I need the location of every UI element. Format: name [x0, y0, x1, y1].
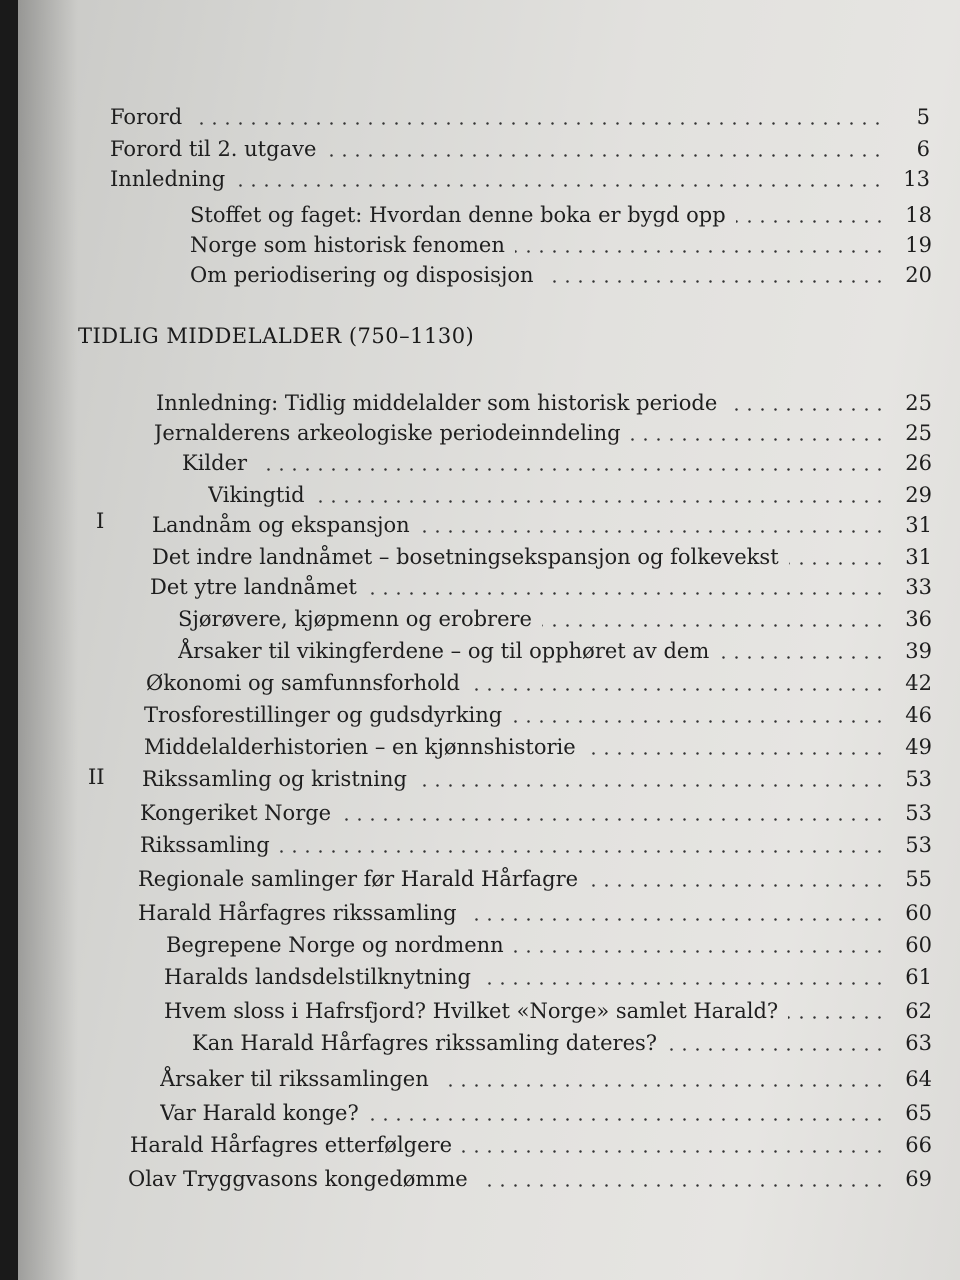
toc-entry: [192, 1026, 932, 1060]
dot-leader: [481, 982, 886, 985]
toc-entry-page: 36: [905, 607, 932, 631]
toc-entry-title: Middelalderhistorien – en kjønnshistorie: [144, 735, 576, 759]
dot-leader: [420, 530, 886, 533]
toc-entry-title: Sjørøvere, kjøpmenn og erobrere: [178, 607, 532, 631]
toc-entry: [110, 132, 930, 166]
dot-leader: [467, 918, 886, 921]
toc-entry-title: Innledning: Tidlig middelalder som historisk periode: [156, 391, 718, 415]
dot-leader: [462, 1150, 886, 1153]
dot-leader: [280, 850, 886, 853]
toc-entry: [156, 386, 932, 420]
toc-entry-title: Det ytre landnåmet: [150, 575, 357, 599]
toc-entry-page: 42: [905, 671, 932, 695]
toc-entry: [150, 570, 932, 604]
page-gutter-shadow: [18, 0, 78, 1280]
toc-entry-page: 65: [905, 1101, 932, 1125]
dot-leader: [439, 1084, 886, 1087]
toc-entry-title: Rikssamling og kristning: [142, 767, 407, 791]
toc-entry-page: 33: [905, 575, 932, 599]
dot-leader: [326, 154, 884, 157]
toc-entry-page: 61: [905, 965, 932, 989]
toc-entry-title: Hvem sloss i Hafrsfjord? Hvilket «Norge» samlet Harald?: [164, 999, 779, 1023]
dot-leader: [789, 562, 886, 565]
toc-entry: [128, 1162, 932, 1196]
toc-entry-title: Forord til 2. utgave: [110, 137, 317, 161]
toc-entry: [190, 228, 932, 262]
toc-entry: [142, 762, 932, 796]
toc-entry-title: Begrepene Norge og nordmenn: [166, 933, 504, 957]
toc-entry-title: Det indre landnåmet – bosetningsekspansjon og folkevekst: [152, 545, 779, 569]
toc-entry-page: 66: [905, 1133, 932, 1157]
toc-entry: [140, 796, 932, 830]
toc-entry: [208, 478, 932, 512]
part-label: I: [96, 509, 105, 533]
toc-entry: [152, 508, 932, 542]
dot-leader: [417, 784, 886, 787]
toc-entry-page: 19: [905, 233, 932, 257]
toc-entry-page: 26: [905, 451, 932, 475]
toc-entry: [152, 540, 932, 574]
toc-entry-title: Forord: [110, 105, 183, 129]
toc-entry-title: Regionale samlinger før Harald Hårfagre: [138, 867, 579, 891]
toc-entry-page: 46: [905, 703, 932, 727]
toc-entry: [130, 1128, 932, 1162]
toc-entry: [182, 446, 932, 480]
dot-leader: [512, 720, 886, 723]
dot-leader: [369, 1118, 886, 1121]
toc-entry-page: 53: [905, 801, 932, 825]
toc-entry-title: Haralds landsdelstilknytning: [164, 965, 471, 989]
toc-entry: [190, 258, 932, 292]
dot-leader: [727, 408, 886, 411]
toc-entry-page: 6: [916, 137, 930, 161]
dot-leader: [470, 688, 886, 691]
toc-entry: [164, 960, 932, 994]
dot-leader: [235, 184, 884, 187]
dot-leader: [192, 122, 884, 125]
toc-entry-page: 60: [905, 933, 932, 957]
section-heading: TIDLIG MIDDELALDER (750–1130): [78, 324, 475, 348]
toc-entry: [146, 666, 932, 700]
toc-entry: [138, 896, 932, 930]
toc-entry: [110, 100, 930, 134]
dot-leader: [788, 1016, 886, 1019]
toc-entry-page: 29: [905, 483, 932, 507]
toc-entry-page: 49: [905, 735, 932, 759]
toc-entry-page: 62: [905, 999, 932, 1023]
toc-entry-title: Harald Hårfagres rikssamling: [138, 901, 457, 925]
toc-entry-title: Var Harald konge?: [160, 1101, 359, 1125]
toc-entry-page: 18: [905, 203, 932, 227]
dot-leader: [257, 468, 886, 471]
toc-entry: [140, 828, 932, 862]
dot-leader: [478, 1184, 886, 1187]
dot-leader: [542, 624, 886, 627]
toc-entry: [154, 416, 932, 450]
toc-entry: [178, 634, 932, 668]
toc-entry-page: 25: [905, 391, 932, 415]
toc-entry-title: Årsaker til vikingferdene – og til opphøret av dem: [178, 639, 710, 663]
toc-entry: [144, 730, 932, 764]
toc-entry: [110, 162, 930, 196]
toc-entry-page: 63: [905, 1031, 932, 1055]
dot-leader: [631, 438, 886, 441]
toc-entry-title: Harald Hårfagres etterfølgere: [130, 1133, 452, 1157]
toc-entry: [178, 602, 932, 636]
toc-entry-title: Trosforestillinger og gudsdyrking: [144, 703, 503, 727]
toc-entry-page: 69: [905, 1167, 932, 1191]
dot-leader: [315, 500, 886, 503]
toc-entry: [166, 928, 932, 962]
toc-entry-title: Årsaker til rikssamlingen: [160, 1067, 429, 1091]
toc-entry-page: 5: [916, 105, 930, 129]
part-label: II: [88, 765, 105, 789]
toc-entry-page: 31: [905, 545, 932, 569]
dot-leader: [588, 884, 886, 887]
toc-entry-title: Jernalderens arkeologiske periodeinndeling: [154, 421, 621, 445]
toc-entry-page: 53: [905, 833, 932, 857]
toc-entry-page: 53: [905, 767, 932, 791]
dot-leader: [514, 950, 886, 953]
toc-entry-page: 31: [905, 513, 932, 537]
toc-entry-title: Norge som historisk fenomen: [190, 233, 505, 257]
toc-entry-page: 13: [903, 167, 930, 191]
dot-leader: [667, 1048, 886, 1051]
dot-leader: [719, 656, 886, 659]
dot-leader: [367, 592, 886, 595]
toc-entry-title: Økonomi og samfunnsforhold: [146, 671, 460, 695]
toc-entry-title: Innledning: [110, 167, 226, 191]
toc-entry: [190, 198, 932, 232]
dot-leader: [515, 250, 886, 253]
toc-entry-title: Vikingtid: [208, 483, 305, 507]
dot-leader: [544, 280, 886, 283]
dot-leader: [586, 752, 886, 755]
toc-entry-page: 20: [905, 263, 932, 287]
toc-entry: [160, 1096, 932, 1130]
toc-entry: [164, 994, 932, 1028]
toc-entry-title: Kilder: [182, 451, 248, 475]
toc-entry-page: 64: [905, 1067, 932, 1091]
toc-entry: [138, 862, 932, 896]
toc-entry-title: Landnåm og ekspansjon: [152, 513, 410, 537]
toc-entry-title: Stoffet og faget: Hvordan denne boka er bygd opp: [190, 203, 726, 227]
book-page: [18, 0, 960, 1280]
toc-entry: [160, 1062, 932, 1096]
toc-entry-page: 55: [905, 867, 932, 891]
toc-entry-page: 39: [905, 639, 932, 663]
toc-entry-page: 25: [905, 421, 932, 445]
toc-entry-title: Rikssamling: [140, 833, 270, 857]
toc-entry-page: 60: [905, 901, 932, 925]
toc-entry: [144, 698, 932, 732]
dot-leader: [736, 220, 886, 223]
toc-entry-title: Kan Harald Hårfagres rikssamling dateres?: [192, 1031, 658, 1055]
dot-leader: [341, 818, 886, 821]
toc-entry-title: Olav Tryggvasons kongedømme: [128, 1167, 468, 1191]
toc-entry-title: Om periodisering og disposisjon: [190, 263, 534, 287]
toc-entry-title: Kongeriket Norge: [140, 801, 332, 825]
